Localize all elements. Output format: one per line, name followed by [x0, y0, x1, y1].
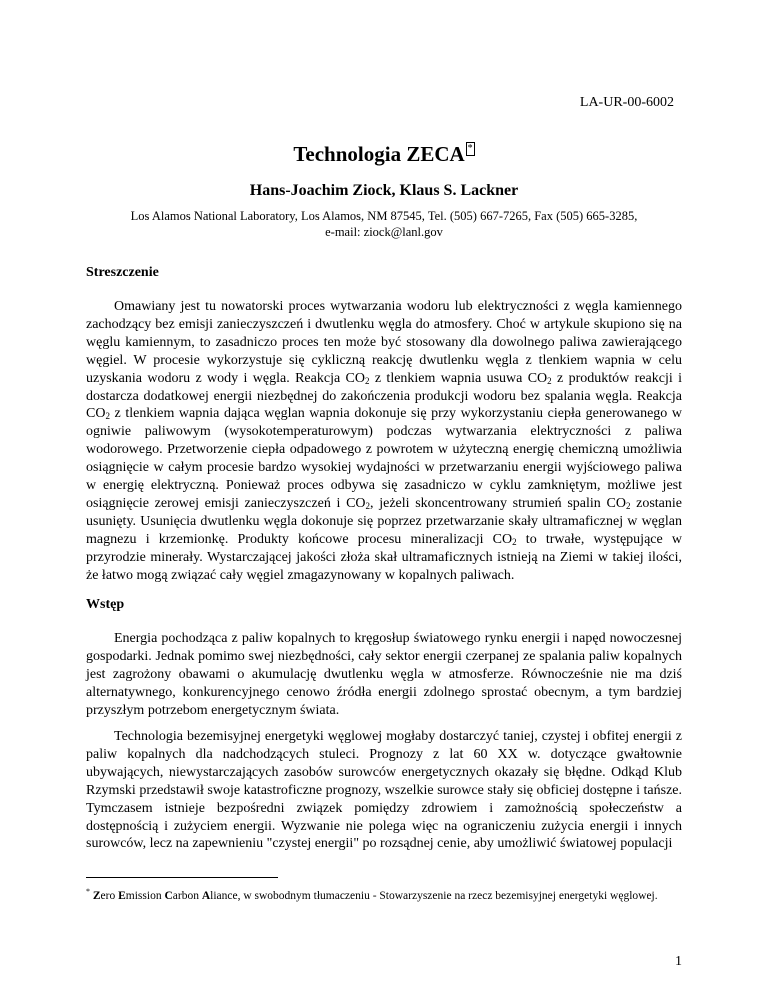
intro-heading: Wstęp [86, 597, 125, 612]
footnote-bold-a: A [201, 889, 211, 902]
abstract-text-3: z produktów reakcji i dostarcza dodatkowej energii niezbędnej do zakończenia produkcji wodoru bez spalania węgla. Reakcja CO [86, 370, 682, 422]
abstract-text-2: z tlenkiem wapnia usuwa CO [369, 370, 548, 386]
footnote-mark: * [86, 887, 90, 896]
footnote-bold-c: C [164, 889, 173, 902]
footnote-text: ero [100, 889, 119, 902]
footnote-text: mission [125, 889, 165, 902]
footnote-bold-e: E [118, 889, 126, 902]
footnote-text: liance, w swobodnym tłumaczeniu - Stowarzyszenie na rzecz bezemisyjnej energetyki węglowej. [210, 889, 658, 902]
page-title [0, 142, 768, 167]
abstract-text-1: Omawiany jest tu nowatorski proces wytwarzania wodoru lub elektryczności z węgla kamiennego zachodzący bez emisji zanieczyszczeń i dwutlenku węgla do atmosfery. Choć w artykule skupiono się na węglu kamiennym, to zasadniczo proces ten może być stosowany dla dowolnego paliwa zawierającego węgiel. W procesie wykorzystuje się cykliczną reakcję dwutlenku węgla z tlenkiem wapnia w celu uzyskania wodoru z wody i węgla. Reakcja CO [86, 299, 682, 386]
abstract-text-6: zostanie usunięty. Usunięcia dwutlenku węgla dokonuje się poprzez przetwarzanie skały ultramaficznej w węglan magnezu i krzemionkę. Produkty końcowe procesu mineralizacji CO [86, 495, 682, 547]
abstract-text-7: to trwałe, występujące w przyrodzie minerały. Wystarczającej jakości złoża skał ultramaficznych istnieją na Ziemi w takiej ilości, że łatwo mogą związać cały węgiel zmagazynowany w kopalnych paliwach. [86, 531, 682, 583]
subscript: 2 [625, 500, 631, 511]
abstract-text-5: , jeżeli skoncentrowany strumień spalin CO [370, 495, 626, 511]
footnote [86, 884, 682, 904]
footnote-divider [86, 877, 278, 878]
subscript: 2 [364, 375, 370, 386]
footnote-bold-z: Z [92, 889, 101, 902]
abstract-paragraph [86, 298, 682, 585]
report-id: LA-UR-00-6002 [579, 95, 674, 110]
title-text: Technologia ZECA [293, 142, 465, 166]
abstract-text-4: z tlenkiem wapnia dająca węglan wapnia dokonuje się przy wykorzystaniu ciepła generowanego w ogniwie paliwowym (wysokotemperaturowym) podczas wytwarzania elektryczności z paliwa wodorowego. Przetworzenie ciepła odpadowego z powrotem w użyteczną energię chemiczną umożliwia osiągnięcie w całym procesie bardzo wysokiej wydajności w przetwarzaniu energii wyjściowego paliwa w energię elektryczną. Ponieważ proces odbywa się zasadniczo w cyklu zamkniętym, możliwe jest osiągnięcie zerowej emisji zanieczyszczeń i CO [86, 406, 682, 511]
subscript: 2 [547, 375, 552, 386]
footnote-marker[interactable]: * [467, 143, 473, 154]
footnote-text: arbon [172, 889, 202, 902]
subscript: 2 [105, 411, 110, 422]
abstract-heading: Streszczenie [86, 265, 159, 280]
intro-paragraph-1: Energia pochodząca z paliw kopalnych to kręgosłup światowego rynku energii i napęd nowoczesnej gospodarki. Jednak pomimo swej niezbędności, cały sektor energii czerpanej ze spalania paliw kopalnych jest zagrożony obawami o akumulację dwutlenku węgla w atmosferze. Równocześnie nie ma dziś alternatywnego, konkurencyjnego cenowo źródła energii zdolnego sprostać obecnym, a tym bardziej przyszłym potrzebom energetycznym świata. [86, 631, 682, 718]
authors: Hans-Joachim Ziock, Klaus S. Lackner [249, 182, 519, 199]
subscript: 2 [365, 500, 371, 511]
affiliation [86, 208, 682, 240]
page-number: 1 [675, 954, 682, 969]
subscript: 2 [512, 536, 517, 547]
intro-paragraph-2: Technologia bezemisyjnej energetyki węglowej mogłaby dostarczyć taniej, czystej i obfitej energii z paliw kopalnych dla nadchodzących stuleci. Prognozy z lat 60 XX w. dotyczące gwałtownie ubywających, niewystarczających zasobów surowców energetycznych okazały się błędne. Odkąd Klub Rzymski przedstawił swoje katastroficzne prognozy, wszelkie surowce stały się obficiej dostępne i tańsze. Tymczasem istnieje bezpośredni związek pomiędzy zdrowiem i zamożnością społeczeństw a dostępnością i zużyciem energii. Wyzwanie nie polega więc na ograniczeniu zużycia energii i innych surowców, lecz na zapewnieniu "czystej energii" po rozsądnej cenie, aby umożliwić światowej populacji [86, 729, 682, 852]
affiliation-line-2: e-mail: ziock@lanl.gov [325, 225, 443, 239]
affiliation-line-1: Los Alamos National Laboratory, Los Alamos, NM 87545, Tel. (505) 667-7265, Fax (505) 665-3285, [130, 209, 638, 223]
